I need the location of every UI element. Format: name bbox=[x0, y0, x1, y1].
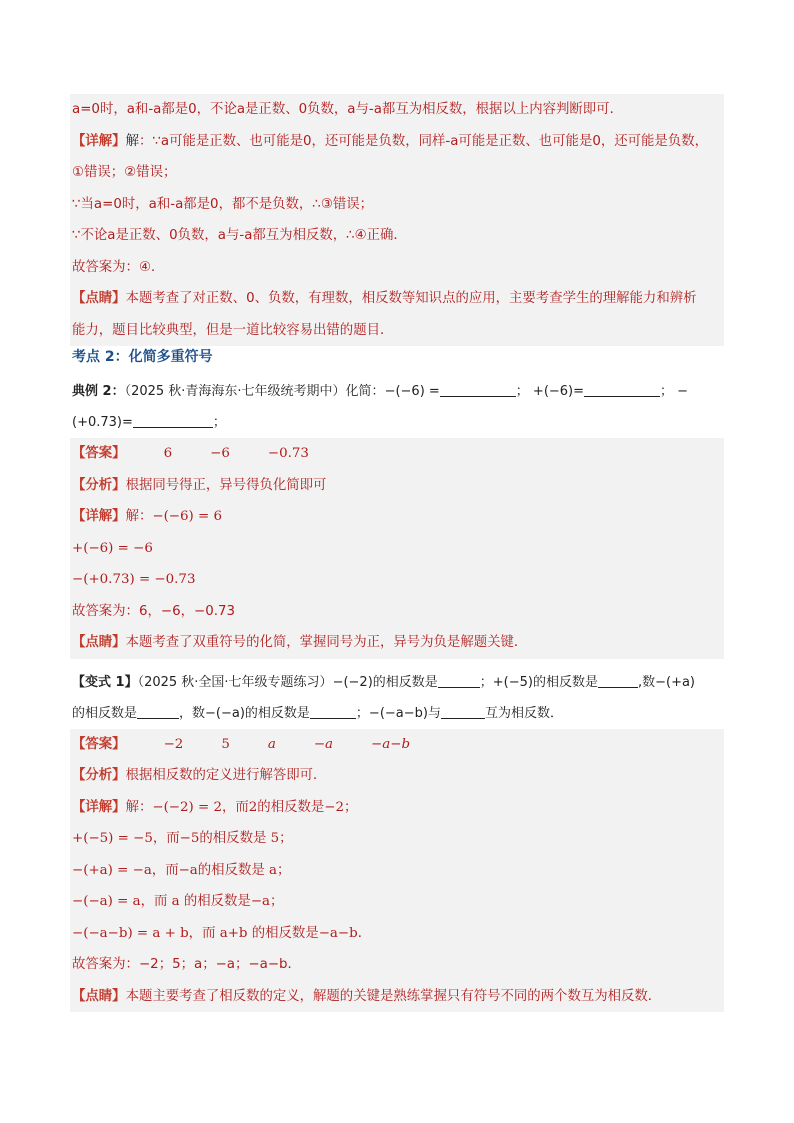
math-line: −(−6) = 6 bbox=[152, 509, 223, 524]
solution-block-2 bbox=[70, 438, 724, 659]
answer-blank bbox=[584, 382, 660, 397]
final-answer: 故答案为：6，−6，−0.73 bbox=[72, 603, 236, 619]
math-line: +(−5) = −5，而−5的相反数是 5； bbox=[72, 831, 293, 846]
analysis-line bbox=[70, 760, 724, 792]
detail-label: 【详解】 bbox=[72, 799, 126, 815]
math-line: −(−a) = a，而 a 的相反数是−a； bbox=[72, 894, 284, 909]
comment-label: 【点睛】 bbox=[72, 635, 126, 650]
answer-label: 【答案】 bbox=[72, 446, 126, 461]
analysis-label: 【分析】 bbox=[72, 768, 126, 783]
comment-label: 【点睛】 bbox=[72, 291, 126, 306]
variant-source: （2025 秋·全国·七年级专题练习） bbox=[137, 674, 333, 690]
answer-line bbox=[70, 438, 724, 470]
answer-value: a bbox=[267, 736, 276, 752]
answer-blank bbox=[137, 704, 179, 719]
answer-blank bbox=[133, 413, 213, 428]
text-line: a=0时，a和-a都是0，不论a是正数、0负数，a与-a都互为相反数，根据以上内容判断即可． bbox=[72, 102, 623, 117]
math-line: −(−2) = 2，而2的相反数是−2； bbox=[152, 799, 358, 815]
question-line bbox=[70, 376, 724, 407]
answer-line bbox=[70, 729, 724, 761]
text-line: ①错误；②错误； bbox=[72, 165, 177, 180]
detail-intro: 解： bbox=[125, 799, 153, 815]
math-line: −(+0.73) = −0.73 bbox=[72, 572, 196, 587]
text-line: ∵不论a是正数、0负数，a与-a都互为相反数，∴④正确． bbox=[72, 228, 407, 243]
comment-line bbox=[70, 283, 724, 315]
answer-blank bbox=[440, 382, 516, 397]
analysis-label: 【分析】 bbox=[72, 477, 126, 493]
text-line: ∵当a=0时，a和-a都是0，都不是负数，∴③错误； bbox=[72, 196, 374, 212]
question-part: 的相反数是 bbox=[72, 705, 138, 721]
answer-blank bbox=[438, 673, 480, 688]
variant-label: 【变式 1】 bbox=[72, 674, 138, 690]
answer-value: −a−b bbox=[371, 736, 411, 752]
answer-value: −a bbox=[313, 736, 334, 752]
question-part: (+0.73)= bbox=[72, 415, 133, 430]
comment-text: 本题主要考查了相反数的定义，解题的关键是熟练掌握只有符号不同的两个数互为相反数． bbox=[125, 988, 662, 1004]
math-line: −(+a) = −a，而−a的相反数是 a； bbox=[72, 862, 291, 878]
question-part: ； +(−6)= bbox=[515, 384, 585, 399]
text-line: 故答案为：④． bbox=[72, 259, 165, 275]
question-part: ； − bbox=[660, 384, 689, 399]
answer-value: −2 bbox=[163, 736, 184, 752]
math-line: −(−a−b) = a + b，而 a+b 的相反数是−a−b． bbox=[72, 925, 372, 941]
text-line: 本题考查了对正数、0、负数，有理数，相反数等知识点的应用，主要考查学生的理解能力和辨析 bbox=[125, 291, 697, 306]
comment-text: 本题考查了双重符号的化简，掌握同号为正，异号为负是解题关键． bbox=[125, 635, 528, 650]
answer-blank bbox=[441, 704, 485, 719]
question-part: −(−6) = bbox=[384, 384, 440, 399]
section-title: 考点 2：化简多重符号 bbox=[72, 349, 213, 365]
answer-value: 5 bbox=[221, 736, 230, 752]
comment-line bbox=[70, 981, 724, 1013]
comment-label: 【点睛】 bbox=[72, 988, 126, 1004]
analysis-text: 根据相反数的定义进行解答即可． bbox=[125, 768, 327, 783]
answer-blank bbox=[310, 704, 356, 719]
question-part: ；+(−5)的相反数是 bbox=[479, 674, 598, 690]
detail-line bbox=[70, 792, 724, 824]
question-part: 互为相反数． bbox=[484, 705, 563, 721]
example-source: （2025 秋·青海海东·七年级统考期中）化简： bbox=[124, 384, 385, 399]
text-line: 能力，题目比较典型，但是一道比较容易出错的题目． bbox=[72, 322, 394, 338]
document-page bbox=[70, 94, 724, 1012]
detail-label: 【详解】 bbox=[72, 509, 126, 524]
analysis-line bbox=[70, 470, 724, 502]
answer-blank bbox=[598, 673, 638, 688]
analysis-text: 根据同号得正，异号得负化简即可 bbox=[125, 477, 327, 493]
question-part: ，数−(−a)的相反数是 bbox=[179, 705, 310, 721]
question-part: ,数−(+a) bbox=[637, 674, 695, 690]
question-part: ；−(−a−b)与 bbox=[355, 705, 441, 721]
solution-block-1 bbox=[70, 94, 724, 346]
question-part: −(−2)的相反数是 bbox=[332, 674, 438, 690]
answer-value: 6 bbox=[163, 446, 173, 461]
example-label: 典例 2： bbox=[72, 384, 125, 399]
comment-line bbox=[70, 627, 724, 659]
question-line bbox=[70, 698, 724, 729]
detail-line bbox=[70, 501, 724, 533]
detail-label: 【详解】 bbox=[72, 133, 126, 149]
answer-label: 【答案】 bbox=[72, 736, 126, 752]
detail-line bbox=[70, 126, 724, 158]
detail-intro: 解： bbox=[125, 509, 153, 524]
question-line bbox=[70, 407, 724, 438]
answer-value: −6 bbox=[210, 446, 230, 461]
final-answer: 故答案为：−2；5；a；−a；−a−b． bbox=[72, 957, 301, 972]
answer-value: −0.73 bbox=[267, 446, 309, 461]
solution-block-3 bbox=[70, 729, 724, 1013]
question-part: ； bbox=[212, 415, 226, 430]
math-line: +(−6) = −6 bbox=[72, 540, 153, 556]
text-line: ：∵a可能是正数、也可能是0，还可能是负数，同样-a可能是正数、也可能是0，还可能是负数， bbox=[138, 133, 708, 149]
jie-label: 解 bbox=[125, 133, 139, 149]
question-line bbox=[70, 667, 724, 698]
